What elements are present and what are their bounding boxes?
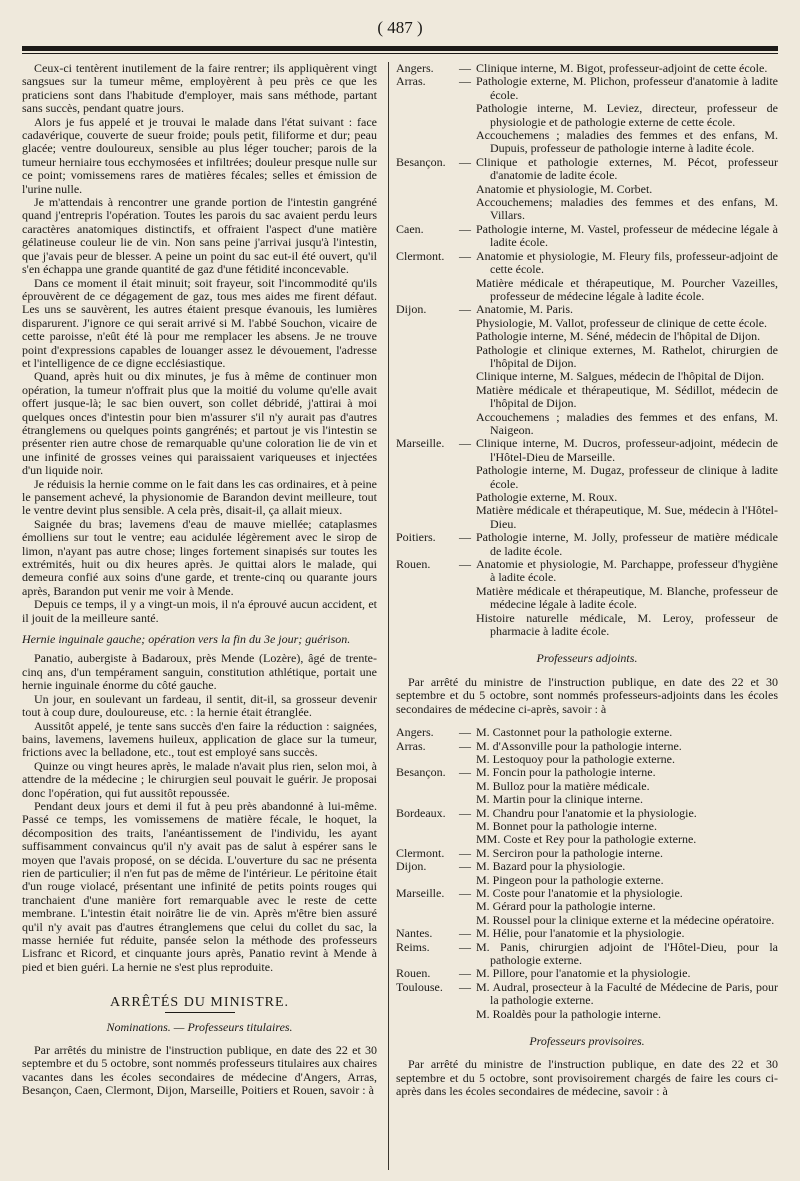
appointment-line: M. Serciron pour la pathologie interne. — [476, 845, 663, 860]
appointment-lines — [476, 766, 778, 806]
appointment-entry — [396, 531, 778, 558]
city-name: Besançon. — [396, 154, 446, 169]
em-dash: — — [459, 557, 471, 572]
city-name: Rouen. — [396, 966, 431, 981]
titulaires-list — [396, 62, 778, 638]
appointment-line: Pathologie et clinique externes, M. Rathelot, chirurgien de l'hôpital de Dijon. — [476, 342, 778, 370]
section-subheading: Nominations. — Professeurs titulaires. — [106, 1019, 293, 1034]
city-name: Dijon. — [396, 302, 427, 317]
appointment-lines — [476, 740, 778, 767]
appointment-lines — [476, 927, 778, 940]
appointment-lines — [476, 887, 778, 927]
city-name: Besançon. — [396, 765, 446, 780]
em-dash: — — [459, 859, 471, 874]
appointment-entry — [396, 75, 778, 155]
appointment-entry — [396, 156, 778, 223]
em-dash: — — [459, 221, 471, 236]
paragraph: Saignée du bras; lavemens d'eau de mauve miellée; cataplasmes émolliens sur tout le ventre; eau acidulée légèrement avec le sirop de limon, n'ayant pas autre chose; linges fortement sinapisés sur toutes les extrémités, huit ou dix heures après. Je quittai alors le malade, qui demeura confié aux soins d'une garde, et trente-cinq ou quarante jours après, Barandon put venir me voir à Mende. — [22, 516, 377, 598]
provisoires-intro: Par arrêté du ministre de l'instruction publique, en date des 22 et 30 septembre et du 5 octobre, sont provisoirement chargés de faire les cours ci-après dans les écoles secondaires de médecine, savoir : à — [396, 1057, 778, 1099]
appointment-line: M. Gérard pour la pathologie interne. — [476, 899, 656, 914]
appointment-entry — [396, 726, 778, 739]
city-name: Clermont. — [396, 845, 445, 860]
appointment-line: Anatomie et physiologie, M. Fleury fils, professeur-adjoint de cette école. — [476, 248, 778, 277]
section-heading: ARRÊTÉS DU MINISTRE. — [109, 995, 290, 1011]
provisoires-heading: Professeurs provisoires. — [529, 1034, 645, 1049]
heading-rule — [165, 1012, 235, 1013]
left-column — [22, 62, 377, 1098]
appointment-line: Anatomie, M. Paris. — [476, 302, 573, 317]
city-name: Arras. — [396, 738, 426, 753]
city-name: Poitiers. — [396, 530, 436, 545]
city-name: Reims. — [396, 939, 430, 954]
appointment-line: Matière médicale et thérapeutique, M. Blanche, professeur de médecine légale à ladite école. — [476, 583, 778, 612]
em-dash: — — [459, 738, 471, 753]
case-one-text — [22, 62, 377, 625]
city-name: Bordeaux. — [396, 805, 446, 820]
appointment-line: Pathologie interne, M. Leviez, directeur, professeur de physiologie et de pathologie externe de cette école. — [476, 101, 778, 129]
city-name: Marseille. — [396, 885, 445, 900]
appointment-line: Clinique interne, M. Ducros, professeur-adjoint, médecin de l'Hôtel-Dieu de Marseille. — [476, 436, 778, 464]
em-dash: — — [459, 61, 471, 75]
em-dash: — — [459, 154, 471, 169]
adjoints-intro: Par arrêté du ministre de l'instruction publique, en date des 22 et 30 septembre et du 5 octobre, sont nommés professeurs-adjoints dans les écoles secondaires de médecine ci-après, savoir : à — [396, 674, 778, 716]
em-dash: — — [459, 926, 471, 941]
em-dash: — — [459, 74, 471, 89]
appointment-line: Pathologie interne, M. Jolly, professeur de matière médicale de ladite école. — [476, 530, 778, 558]
appointment-line: Accouchemens; maladies des femmes et des enfans, M. Villars. — [476, 195, 778, 223]
appointment-line: M. Martin pour la clinique interne. — [476, 792, 643, 807]
appointment-line: Pathologie interne, M. Vastel, professeur de médecine légale à ladite école. — [476, 221, 778, 250]
closing-paragraph: Par arrêtés du ministre de l'instruction publique, en date des 22 et 30 septembre et du 5 octobre, sont nommés professeurs titulaires aux chaires vacantes dans les écoles secondaires de médecine d'Angers, Arras, Besançon, Caen, Clermont, Dijon, Marseille, Poitiers et Rouen, savoir : à — [22, 1043, 377, 1098]
city-name: Angers. — [396, 725, 434, 740]
em-dash: — — [459, 845, 471, 860]
appointment-line: Accouchemens ; maladies des femmes et des enfans, M. Naigeon. — [476, 409, 778, 437]
appointment-line: M. Hélie, pour l'anatomie et la physiologie. — [476, 926, 685, 941]
appointment-line: M. Bonnet pour la pathologie interne. — [476, 818, 657, 833]
paragraph: Aussitôt appelé, je tente sans succès d'en faire la réduction : saignées, bains, lavemens, lavemens huileux, application de glace sur la tumeur, frictions avec la belladone, etc., tout est employé sans succès. — [22, 718, 377, 760]
appointment-lines — [476, 62, 778, 75]
city-name: Marseille. — [396, 436, 445, 451]
appointment-line: Matière médicale et thérapeutique, M. Pourcher Vazeilles, professeur de médecine légale à ladite école. — [476, 275, 778, 303]
appointment-line: Accouchemens ; maladies des femmes et des enfans, M. Dupuis, professeur de pathologie interne à ladite école. — [476, 128, 778, 156]
appointment-entry — [396, 967, 778, 980]
appointment-line: M. Roussel pour la clinique externe et la médecine opératoire. — [476, 912, 775, 927]
column-divider — [388, 62, 389, 1170]
em-dash: — — [459, 979, 471, 994]
appointment-lines — [476, 250, 778, 304]
appointment-line: M. Roaldès pour la pathologie interne. — [476, 1006, 661, 1021]
appointment-entry — [396, 860, 778, 887]
appointment-lines — [476, 303, 778, 437]
city-name: Toulouse. — [396, 979, 443, 994]
appointment-line: Matière médicale et thérapeutique, M. Sédillot, médecin de l'hôpital de Dijon. — [476, 382, 778, 411]
appointment-line: M. Audral, prosecteur à la Faculté de Médecine de Paris, pour la pathologie externe. — [476, 979, 778, 1008]
appointment-entry — [396, 250, 778, 304]
appointment-line: M. Chandru pour l'anatomie et la physiologie. — [476, 805, 697, 820]
appointment-line: M. Coste pour l'anatomie et la physiologie. — [476, 885, 683, 900]
right-column — [396, 62, 778, 1099]
appointment-entry — [396, 927, 778, 940]
em-dash: — — [459, 765, 471, 780]
em-dash: — — [459, 966, 471, 981]
appointment-entry — [396, 887, 778, 927]
paragraph: Ceux-ci tentèrent inutilement de la faire rentrer; ils appliquèrent vingt sangsues sur la tumeur même, employèrent à peu près ce que les praticiens sont dans l'habitude d'employer, mais sans méthode, partant sans succès, pendant quatre jours. — [22, 61, 377, 116]
appointment-entry — [396, 558, 778, 638]
appointment-line: M. Pingeon pour la pathologie externe. — [476, 872, 664, 887]
paragraph: Je réduisis la hernie comme on le fait dans les cas ordinaires, et à peine le pansement achevé, la physionomie de Barandon devint meilleure, tout le ventre devint plus sensible. A cela près, disait-il, ça allait mieux. — [22, 476, 377, 518]
city-name: Clermont. — [396, 248, 445, 263]
em-dash: — — [459, 939, 471, 954]
paragraph: Pendant deux jours et demi il fut à peu près abandonné à lui-même. Passé ce temps, les vomissemens de matière fécale, le hoquet, la décomposition des traits, l'anéantissement de l'individu, les ayant suffisamment convaincus qu'il n'y avait pas de salut à espérer sans le moyen que l'avais proposé, on se décida. L'ouverture du sac ne présenta rien de particulier; il n'en fut pas de même de l'intérieur. Le péritoine était d'un rouge violacé, présentant une infinité de petits points rouges qui tranchaient d'une manière fort remarquable avec le reste de cette membrane. L'intestin était noirâtre lie de vin. Après m'être bien assuré qu'il n'y avait pas d'autres étranglemens que celui du collet du sac, la masse herniée fut réduite, pansée selon la méthode des professeurs Lisfranc et Ricord, et cinquante jours après, Panatio revint à Mende à pied et bien guéri. La hernie ne s'est plus reproduite. — [22, 798, 377, 974]
city-name: Angers. — [396, 61, 434, 75]
appointment-line: Anatomie et physiologie, M. Corbet. — [476, 181, 653, 196]
appointment-entry — [396, 223, 778, 250]
appointment-line: M. Pillore, pour l'anatomie et la physiologie. — [476, 966, 691, 981]
appointment-lines — [476, 75, 778, 155]
appointment-line: MM. Coste et Rey pour la pathologie externe. — [476, 832, 697, 847]
appointment-line: Pathologie externe, M. Plichon, professeur d'anatomie à ladite école. — [476, 74, 778, 102]
appointment-line: Clinique interne, M. Salgues, médecin de l'hôpital de Dijon. — [476, 369, 765, 384]
em-dash: — — [459, 530, 471, 545]
appointment-lines — [476, 726, 778, 739]
paragraph: Quinze ou vingt heures après, le malade n'avait plus rien, selon moi, à attendre de la médecine ; le chirurgien seul pouvait le guérir. Je proposai donc l'opération, qui fut aussitôt repoussée. — [22, 758, 377, 800]
paragraph: Panatio, aubergiste à Badaroux, près Mende (Lozère), âgé de trente-cinq ans, d'un tempérament sanguin, constitution athlétique, portait une hernie inguinale énorme du côté gauche. — [22, 651, 377, 693]
case-two-text — [22, 652, 377, 974]
paragraph: Un jour, en soulevant un fardeau, il sentit, dit-il, sa grosseur devenir tout à coup dure, douloureuse, etc. : la hernie était étranglée. — [22, 691, 377, 720]
appointment-line: M. d'Assonville pour la pathologie interne. — [476, 738, 682, 753]
appointment-entry — [396, 740, 778, 767]
appointment-entry — [396, 941, 778, 968]
appointment-entry — [396, 437, 778, 531]
adjoints-heading: Professeurs adjoints. — [536, 651, 638, 666]
appointment-lines — [476, 847, 778, 860]
appointment-line: M. Lestoquoy pour la pathologie externe. — [476, 751, 675, 766]
header-rule-thick — [22, 46, 778, 51]
adjoints-list — [396, 726, 778, 1021]
appointment-lines — [476, 941, 778, 968]
appointment-line: Physiologie, M. Vallot, professeur de clinique de cette école. — [476, 315, 768, 330]
appointment-line: M. Panis, chirurgien adjoint de l'Hôtel-Dieu, pour la pathologie externe. — [476, 939, 778, 967]
appointment-entry — [396, 981, 778, 1021]
paragraph: Alors je fus appelé et je trouvai le malade dans l'état suivant : face cadavérique, couverte de sueur froide; pouls petit, filiforme et dur; peau glacée; ventre douloureux, sensible au plus léger toucher; parois de la tumeur herniaire tous ecchymosées et infiltrées; douleur presque nulle sur ce point; vomissemens rares de matières fécales; selles et émission de l'urine nulle. — [22, 114, 377, 196]
appointment-line: Pathologie externe, M. Roux. — [476, 490, 618, 504]
page-number: ( 487 ) — [377, 18, 423, 37]
city-name: Caen. — [396, 221, 424, 236]
appointment-line: Clinique et pathologie externes, M. Pécot, professeur d'anatomie de ladite école. — [476, 154, 778, 183]
appointment-line: Anatomie et physiologie, M. Parchappe, professeur d'hygiène à ladite école. — [476, 557, 778, 585]
appointment-entry — [396, 847, 778, 860]
em-dash: — — [459, 436, 471, 451]
appointment-entry — [396, 766, 778, 806]
appointment-entry — [396, 62, 778, 75]
appointment-line: Pathologie interne, M. Séné, médecin de l'hôpital de Dijon. — [476, 329, 761, 344]
appointment-lines — [476, 860, 778, 887]
paragraph: Depuis ce temps, il y a vingt-un mois, il n'a éprouvé aucun accident, et il jouit de la meilleure santé. — [22, 597, 377, 625]
appointment-line: Matière médicale et thérapeutique, M. Sue, médecin à l'Hôtel-Dieu. — [476, 503, 778, 531]
appointment-lines — [476, 223, 778, 250]
appointment-line: M. Castonnet pour la pathologie externe. — [476, 725, 673, 740]
em-dash: — — [459, 885, 471, 900]
paragraph: Quand, après huit ou dix minutes, je fus à même de continuer mon opération, la tumeur n'offrait plus que la moitié du volume qu'elle avait offert jusque-là; le sac bien ouvert, son collet débridé, j'attirai à moi quelques onces d'intestin pour bien m'assurer s'il n'y aurait pas d'autres étranglemens ou quelques points gangrénés; et partout je vis l'intestin se présenter rien autre chose de remarquable qu'une coloration lie de vin et une infinité de grosses veines qui paraissaient variqueuses et injectées d'un liquide noir. — [22, 369, 377, 478]
header-rule-thin — [22, 53, 778, 54]
appointment-line: Clinique interne, M. Bigot, professeur-adjoint de cette école. — [476, 61, 768, 75]
appointment-line: Histoire naturelle médicale, M. Leroy, professeur de pharmacie à ladite école. — [476, 610, 778, 639]
city-name: Dijon. — [396, 859, 427, 874]
case-two-caption: Hernie inguinale gauche; opération vers la fin du 3e jour; guérison. — [22, 632, 351, 647]
em-dash: — — [459, 725, 471, 740]
appointment-line: M. Foncin pour la pathologie interne. — [476, 765, 656, 780]
paragraph: Dans ce moment il était minuit; soit frayeur, soit l'incommodité qu'ils éprouvèrent de ce dégagement de gaz, tous mes aides me firent défaut. Les uns se sauvèrent, les autres étaient presque évanouis, les lumières disparurent. J'ignore ce qui serait arrivé si M. l'abbé Souchon, vicaire de cette paroisse, n'eût été là pour me remplacer les absens. Je ne trouve point d'expressions capables de louanger assez le dévouement, l'adresse et l'intelligence de ce digne ecclésiastique. — [22, 275, 377, 370]
city-name: Rouen. — [396, 557, 431, 572]
paragraph: Je m'attendais à rencontrer une grande portion de l'intestin gangréné quand j'entrepris l'opération. Toutes les parois du sac avaient perdu leurs caractères anatomiques distinctifs, et offraient l'aspect d'une matière gélatineuse couleur lie de vin. Non sans peine j'arrivai jusqu'à l'intestin, que j'avais peur de blesser. A peine un point du sac eut-il été ouvert, qu'il s'en échappa une grande quantité de gaz d'une fétidité inconcevable. — [22, 195, 377, 277]
appointment-entry — [396, 303, 778, 437]
appointment-lines — [476, 156, 778, 223]
appointment-lines — [476, 531, 778, 558]
appointment-lines — [476, 981, 778, 1021]
appointment-entry — [396, 807, 778, 847]
appointment-lines — [476, 967, 778, 980]
appointment-lines — [476, 437, 778, 531]
appointment-lines — [476, 558, 778, 638]
appointment-line: M. Bazard pour la physiologie. — [476, 859, 626, 874]
city-name: Nantes. — [396, 926, 433, 941]
city-name: Arras. — [396, 74, 426, 89]
appointment-lines — [476, 807, 778, 847]
appointment-line: M. Bulloz pour la matière médicale. — [476, 778, 650, 793]
em-dash: — — [459, 248, 471, 263]
appointment-line: Pathologie interne, M. Dugaz, professeur de clinique à ladite école. — [476, 463, 778, 491]
em-dash: — — [459, 302, 471, 317]
em-dash: — — [459, 805, 471, 820]
